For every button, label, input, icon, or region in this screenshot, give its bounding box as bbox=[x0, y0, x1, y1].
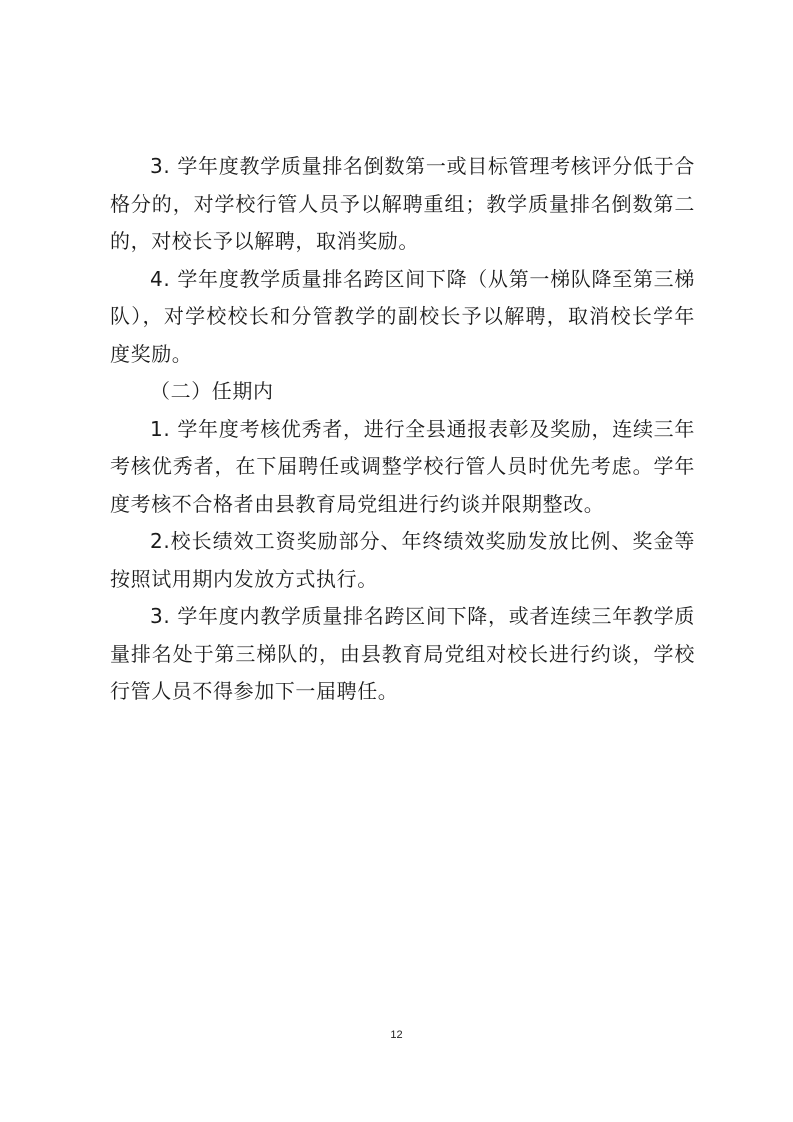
paragraph-item-1: 1. 学年度考核优秀者，进行全县通报表彰及奖励，连续三年考核优秀者，在下届聘任或调整学校行管人员时优先考虑。学年度考核不合格者由县教育局党组进行约谈并限期整改。 bbox=[110, 416, 695, 516]
paragraph-item-3: 3. 学年度内教学质量排名跨区间下降，或者连续三年教学质量排名处于第三梯队的，由县教育局党组对校长进行约谈，学校行管人员不得参加下一届聘任。 bbox=[110, 604, 695, 703]
paragraph-item-2: 2.校长绩效工资奖励部分、年终绩效奖励发放比例、奖金等按照试用期内发放方式执行。 bbox=[110, 529, 695, 591]
document-body bbox=[110, 148, 695, 711]
paragraph-item-3-top: 3. 学年度教学质量排名倒数第一或目标管理考核评分低于合格分的，对学校行管人员予以解聘重组；教学质量排名倒数第二的，对校长予以解聘，取消奖励。 bbox=[110, 154, 695, 253]
paragraph-item-4-top: 4. 学年度教学质量排名跨区间下降（从第一梯队降至第三梯队），对学校校长和分管教学的副校长予以解聘，取消校长学年度奖励。 bbox=[110, 266, 695, 366]
page-number: 12 bbox=[390, 1029, 403, 1041]
section-heading: （二）任期内 bbox=[150, 379, 274, 403]
